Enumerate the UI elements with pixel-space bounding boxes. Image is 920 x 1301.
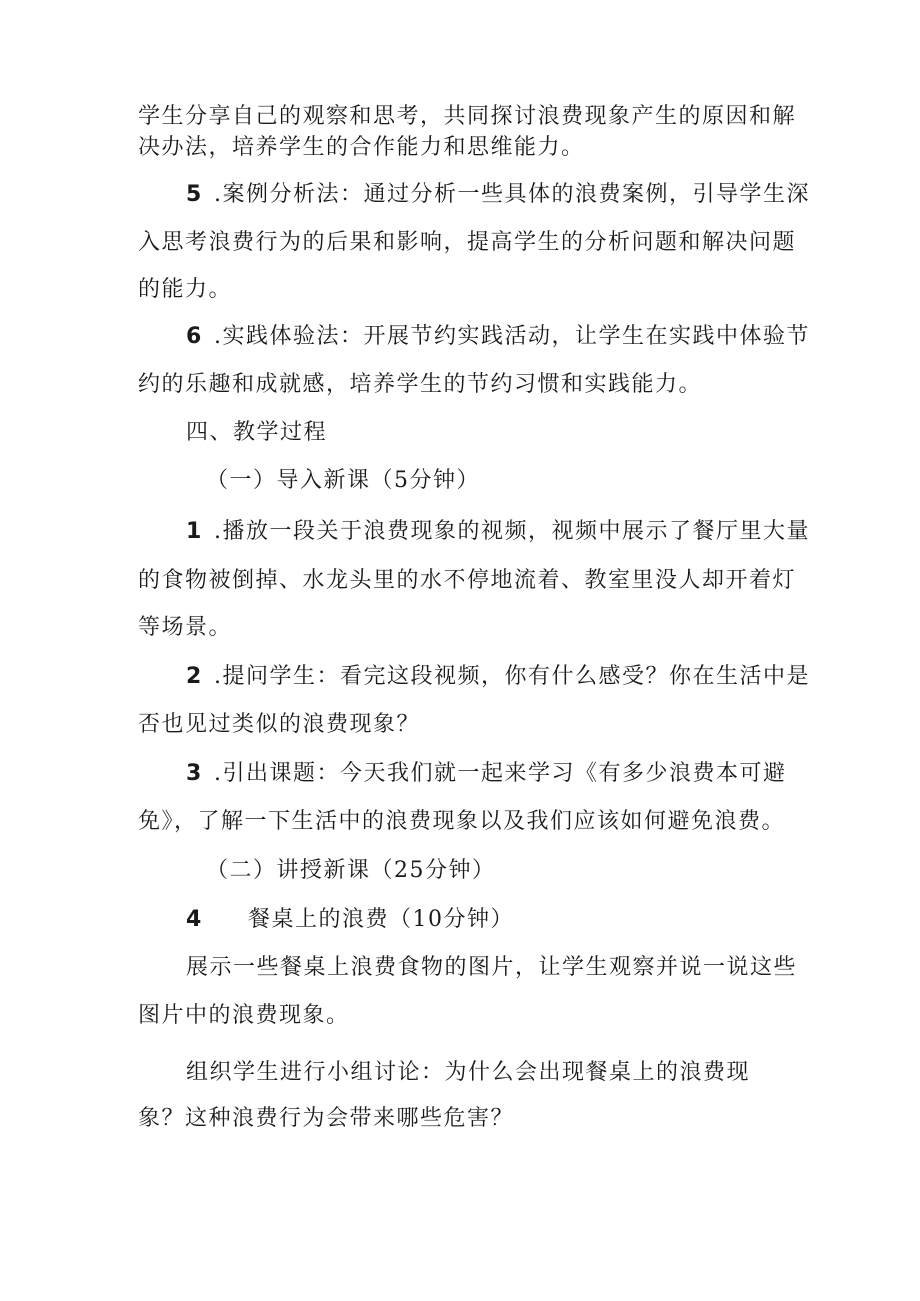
list-item-4	[186, 905, 514, 935]
list-item-text: .引出课题：今天我们就一起来学习《有多少浪费本可避	[214, 761, 787, 786]
list-item-5	[186, 180, 810, 210]
list-number: 3	[186, 761, 203, 786]
list-item-6	[186, 322, 810, 352]
paragraph-line: 约的乐趣和成就感，培养学生的节约习惯和实践能力。	[138, 372, 703, 397]
subsection-heading: （二）讲授新课（25分钟）	[206, 858, 496, 883]
list-item-text: .提问学生：看完这段视频，你有什么感受？你在生活中是	[214, 664, 810, 689]
list-number: 2	[186, 664, 203, 689]
paragraph-line: 否也见过类似的浪费现象？	[138, 712, 421, 737]
paragraph-line: 的能力。	[138, 277, 233, 302]
list-number: 5	[186, 182, 203, 207]
list-number: 1	[186, 519, 203, 544]
paragraph-line: 组织学生进行小组讨论：为什么会出现餐桌上的浪费现	[186, 1060, 751, 1085]
paragraph-line: 图片中的浪费现象。	[138, 1003, 350, 1028]
list-item-text: .播放一段关于浪费现象的视频，视频中展示了餐厅里大量	[214, 519, 810, 544]
list-item-text: .案例分析法：通过分析一些具体的浪费案例，引导学生深	[214, 182, 810, 207]
list-number: 6	[186, 324, 203, 349]
list-item-text: .实践体验法：开展节约实践活动，让学生在实践中体验节	[214, 324, 810, 349]
paragraph-line: 象？这种浪费行为会带来哪些危害？	[138, 1106, 515, 1131]
list-item-3	[186, 759, 787, 789]
paragraph-line: 的食物被倒掉、水龙头里的水不停地流着、教室里没人却开着灯	[138, 568, 797, 593]
paragraph-line: 学生分享自己的观察和思考，共同探讨浪费现象产生的原因和解	[138, 104, 797, 129]
paragraph-line: 决办法，培养学生的合作能力和思维能力。	[138, 135, 585, 160]
subsection-heading: （一）导入新课（5分钟）	[206, 468, 480, 493]
list-item-2	[186, 662, 810, 692]
list-item-text: 餐桌上的浪费（10分钟）	[248, 907, 514, 932]
section-heading: 四、教学过程	[186, 420, 328, 445]
list-item-1	[186, 517, 810, 547]
paragraph-line: 展示一些餐桌上浪费食物的图片，让学生观察并说一说这些	[186, 955, 798, 980]
paragraph-line: 免》，了解一下生活中的浪费现象以及我们应该如何避免浪费。	[138, 809, 786, 834]
paragraph-line: 等场景。	[138, 615, 233, 640]
paragraph-line: 入思考浪费行为的后果和影响，提高学生的分析问题和解决问题	[138, 230, 797, 255]
list-number: 4	[186, 907, 203, 932]
